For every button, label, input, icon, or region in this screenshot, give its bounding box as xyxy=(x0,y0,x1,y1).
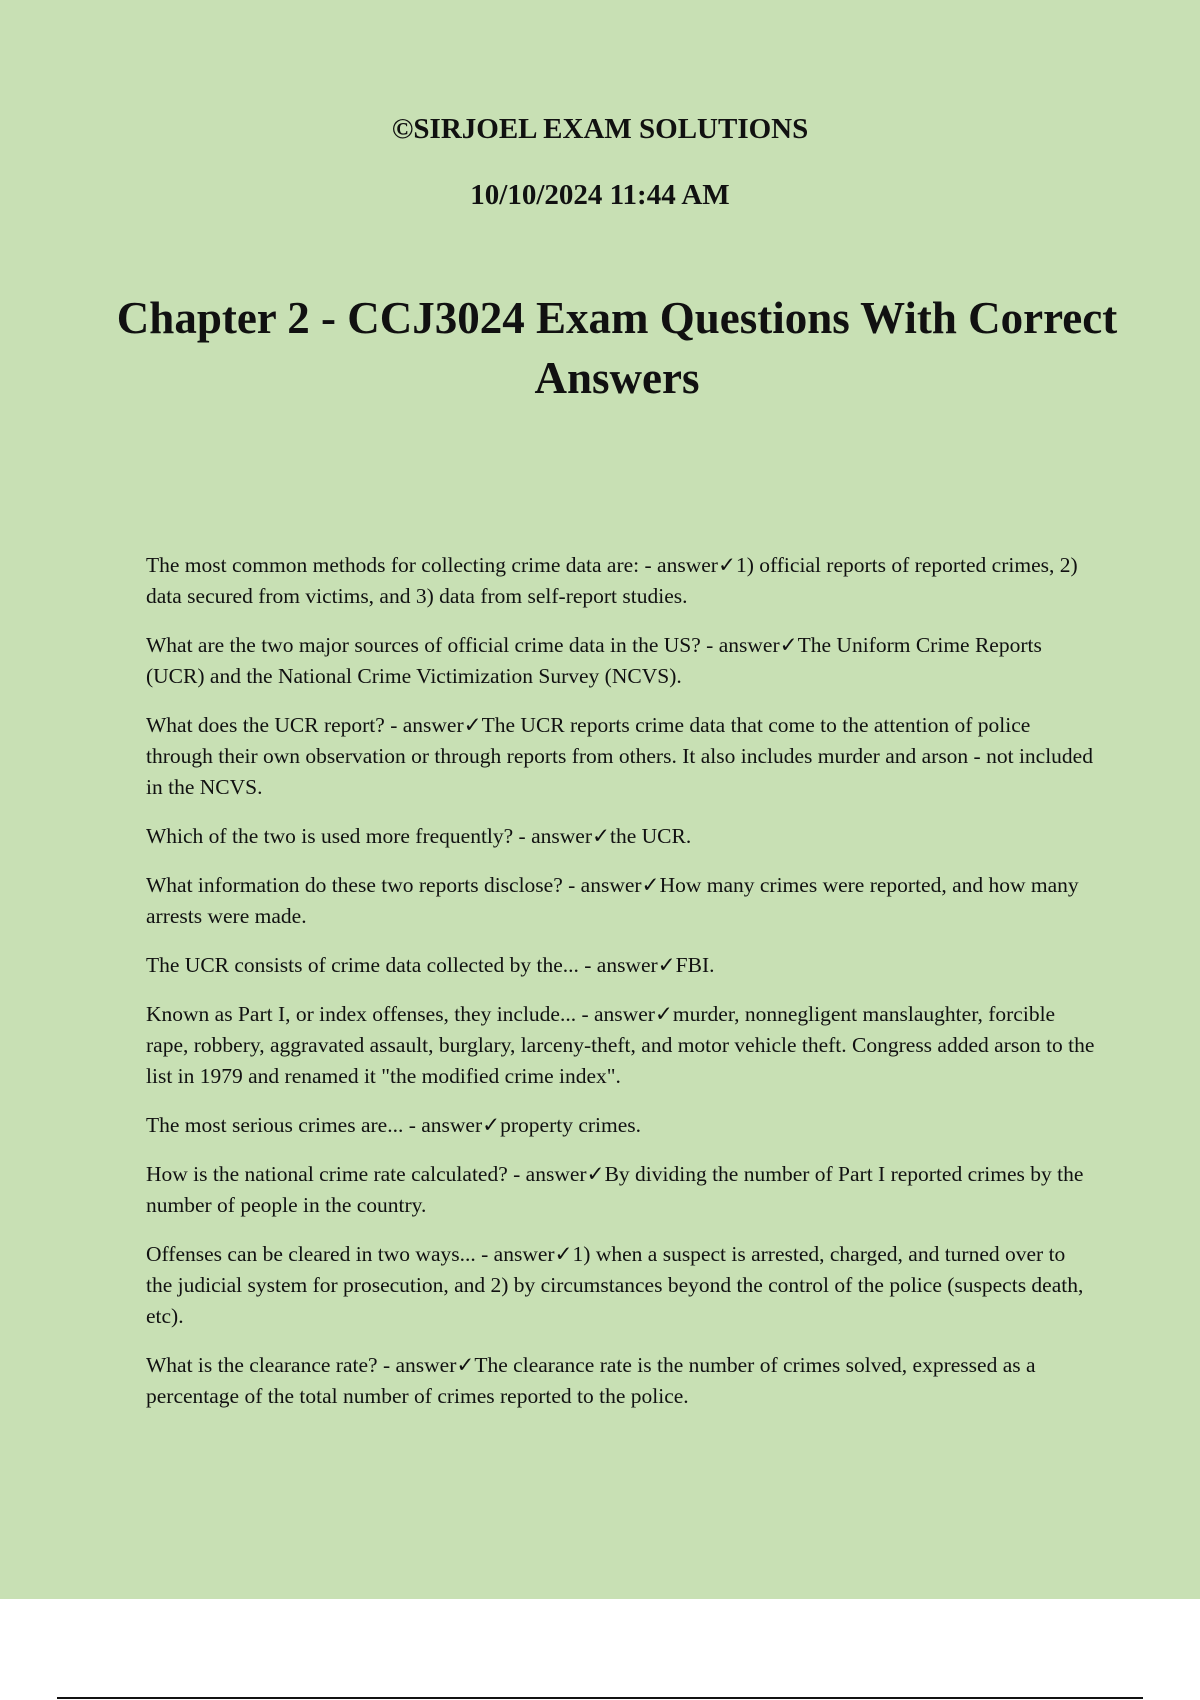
qa-item: What are the two major sources of official crime data in the US? - answer✓The Uniform Crime Reports (UCR) and the National Crime Victimization Survey (NCVS). xyxy=(146,633,1042,688)
timestamp-line: 10/10/2024 11:44 AM xyxy=(470,179,730,211)
footer-divider xyxy=(57,1697,1143,1699)
qa-item: Known as Part I, or index offenses, they include... - answer✓murder, nonnegligent manslaughter, forcible rape, robbery, aggravated assault, burglary, larceny-theft, and motor vehicle theft. Congress added arson to the list in 1979 and renamed it "the modified crime index". xyxy=(146,1002,1095,1088)
qa-item: The most serious crimes are... - answer✓property crimes. xyxy=(146,1113,642,1137)
qa-item: The most common methods for collecting crime data are: - answer✓1) official reports of reported crimes, 2) data secured from victims, and 3) data from self-report studies. xyxy=(146,553,1078,608)
brand-line: ©SIRJOEL EXAM SOLUTIONS xyxy=(391,113,809,145)
qa-item: Which of the two is used more frequently? - answer✓the UCR. xyxy=(146,824,692,848)
document-title: Chapter 2 - CCJ3024 Exam Questions With Correct Answers xyxy=(116,293,1118,403)
qa-item: The UCR consists of crime data collected by the... - answer✓FBI. xyxy=(146,953,715,977)
qa-list xyxy=(146,550,1096,1430)
qa-item: What does the UCR report? - answer✓The UCR reports crime data that come to the attention of police through their own observation or through reports from others. It also includes murder and arson - not included in the NCVS. xyxy=(146,713,1093,799)
document-header xyxy=(0,96,1200,228)
qa-item: Offenses can be cleared in two ways... - answer✓1) when a suspect is arrested, charged, and turned over to the judicial system for prosecution, and 2) by circumstances beyond the control of the police (suspects death, etc). xyxy=(146,1242,1084,1328)
qa-item: What information do these two reports disclose? - answer✓How many crimes were reported, and how many arrests were made. xyxy=(146,873,1079,928)
qa-item: What is the clearance rate? - answer✓The clearance rate is the number of crimes solved, expressed as a percentage of the total number of crimes reported to the police. xyxy=(146,1353,1036,1408)
qa-item: How is the national crime rate calculated? - answer✓By dividing the number of Part I reported crimes by the number of people in the country. xyxy=(146,1162,1084,1217)
